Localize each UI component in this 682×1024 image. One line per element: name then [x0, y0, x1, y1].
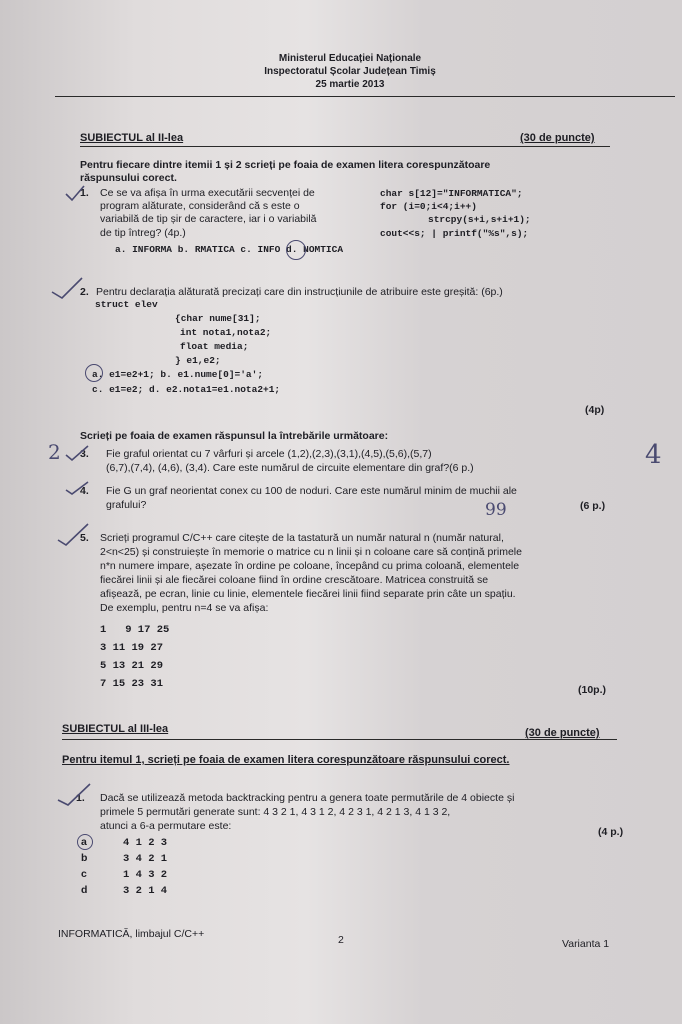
q4-points: (6 p.) — [580, 500, 606, 512]
option-value: 4 1 2 3 — [123, 837, 168, 849]
option-letter: c — [81, 868, 87, 880]
q5-number: 5. — [80, 532, 89, 544]
q2-points: (4p) — [585, 404, 605, 416]
section-2-points: (30 de puncte) — [520, 132, 595, 144]
q1-options: a. INFORMA b. RMATICA c. INFO d. NOMTICA — [115, 244, 344, 255]
q2-code-2: {char nume[31]; — [175, 313, 261, 324]
handwritten-answer: 2 — [48, 440, 61, 464]
footer-page-number: 2 — [338, 934, 344, 946]
s3-q1-number: 1. — [76, 792, 85, 804]
q1-code-2: for (i=0;i<4;i++) — [380, 201, 477, 212]
q1-code-4: cout<<s; | printf("%s",s); — [380, 228, 529, 239]
q2-code-3: int nota1,nota2; — [180, 327, 272, 338]
q3-number: 3. — [80, 448, 89, 460]
q3-text-2: (6,7),(7,4), (4,6), (3,4). Care este numărul de circuite elementare din graf?(6 p.) — [106, 462, 474, 474]
section-3-title: SUBIECTUL al III-lea — [62, 723, 169, 735]
q1-text-3: variabilă de tip șir de caractere, iar i o variabilă — [100, 213, 317, 225]
q1-text-4: de tip întreg? (4p.) — [100, 227, 186, 239]
check-mark — [58, 784, 90, 805]
section-2-instruction: Pentru fiecare dintre itemii 1 și 2 scrieți pe foaia de examen litera corespunzătoare — [80, 159, 491, 171]
handwritten-answer: 99 — [485, 500, 507, 520]
q5-points: (10p.) — [578, 684, 607, 696]
check-mark — [66, 446, 88, 460]
section-3-points: (30 de puncte) — [525, 727, 600, 739]
q1-code-3: strcpy(s+i,s+i+1); — [428, 214, 531, 225]
section-2-instruction-2: răspunsului corect. — [80, 172, 177, 184]
q4-text-2: grafului? — [106, 499, 147, 511]
q5-text-6: De exemplu, pentru n=4 se va afișa: — [100, 602, 269, 614]
matrix-row: 7 15 23 31 — [100, 678, 164, 690]
q4-text-1: Fie G un graf neorientat conex cu 100 de noduri. Care este numărul minim de muchii ale — [106, 485, 517, 497]
s3-q1-text-1: Dacă se utilizează metoda backtracking pentru a genera toate permutările de 4 obiecte și — [100, 792, 515, 804]
q5-text-1: Scrieți programul C/C++ care citește de la tastatură un număr natural n (număr natural, — [100, 532, 504, 544]
q2-options-2: c. e1=e2; d. e2.nota1=e1.nota2+1; — [92, 384, 281, 395]
q1-number: 1. — [80, 187, 89, 199]
q5-text-5: afișează, pe ecran, linie cu linie, elementele fiecărei linii fiind separate prin câte un spațiu. — [100, 588, 516, 600]
option-letter: d — [81, 884, 88, 896]
check-mark — [58, 524, 88, 545]
option-value: 3 2 1 4 — [123, 885, 168, 897]
check-mark — [66, 186, 84, 200]
check-mark — [52, 278, 82, 298]
footer-variant: Varianta 1 — [562, 938, 610, 950]
q2-code-1: struct elev — [95, 299, 158, 310]
q5-text-4: fiecărei linii și ale fiecărei coloane fiind în ordine crescătoare. Matricea construită se — [100, 574, 489, 586]
handwritten-answer: 4 — [645, 440, 662, 470]
q2-number: 2. — [80, 286, 89, 298]
matrix-row: 1 9 17 25 — [100, 624, 170, 636]
q5-text-2: 2<n<25) și construiește în memorie o matrice cu n linii și n coloane care să conțină primele — [100, 546, 522, 558]
s3-q1-text-3: atunci a 6-a permutare este: — [100, 820, 232, 832]
q1-code-1: char s[12]="INFORMATICA"; — [380, 188, 523, 199]
header-ministry: Ministerul Educației Naționale — [278, 53, 422, 64]
header-date: 25 martie 2013 — [315, 79, 385, 90]
q2-text: Pentru declarația alăturată precizați care din instrucțiunile de atribuire este greșită: (6p.) — [96, 286, 503, 298]
q1-text-2: program alăturate, considerând că s este o — [100, 200, 300, 212]
matrix-row: 3 11 19 27 — [100, 642, 164, 654]
section-2b-instruction: Scrieți pe foaia de examen răspunsul la întrebările următoare: — [80, 430, 389, 442]
footer-subject: INFORMATICĂ, limbajul C/C++ — [58, 928, 205, 940]
q2-code-4: float media; — [180, 341, 249, 352]
check-mark — [66, 482, 88, 494]
q4-number: 4. — [80, 485, 89, 497]
option-letter: b — [81, 852, 88, 864]
q2-options-1: a. e1=e2+1; b. e1.nume[0]='a'; — [92, 369, 264, 380]
matrix-row: 5 13 21 29 — [100, 660, 164, 672]
s3-q1-text-2: primele 5 permutări generate sunt: 4 3 2 1, 4 3 1 2, 4 2 3 1, 4 2 1 3, 4 1 3 2, — [100, 806, 451, 818]
option-value: 3 4 2 1 — [123, 853, 168, 865]
q2-code-5: } e1,e2; — [175, 355, 221, 366]
section-3-instruction: Pentru itemul 1, scrieți pe foaia de examen litera corespunzătoare răspunsului corect. — [62, 754, 510, 766]
q5-text-3: n*n numere impare, așezate în ordine pe coloane, începând cu prima coloană, elementele — [100, 560, 520, 572]
q3-text-1: Fie graful orientat cu 7 vârfuri și arcele (1,2),(2,3),(3,1),(4,5),(5,6),(5,7) — [106, 448, 432, 460]
header-inspectorate: Inspectoratul Școlar Județean Timiș — [264, 66, 436, 77]
s3-q1-points: (4 p.) — [598, 826, 624, 838]
q1-text-1: Ce se va afișa în urma executării secvenței de — [100, 187, 315, 199]
option-value: 1 4 3 2 — [123, 869, 168, 881]
section-2-title: SUBIECTUL al II-lea — [80, 132, 184, 144]
option-letter: a — [81, 836, 87, 848]
